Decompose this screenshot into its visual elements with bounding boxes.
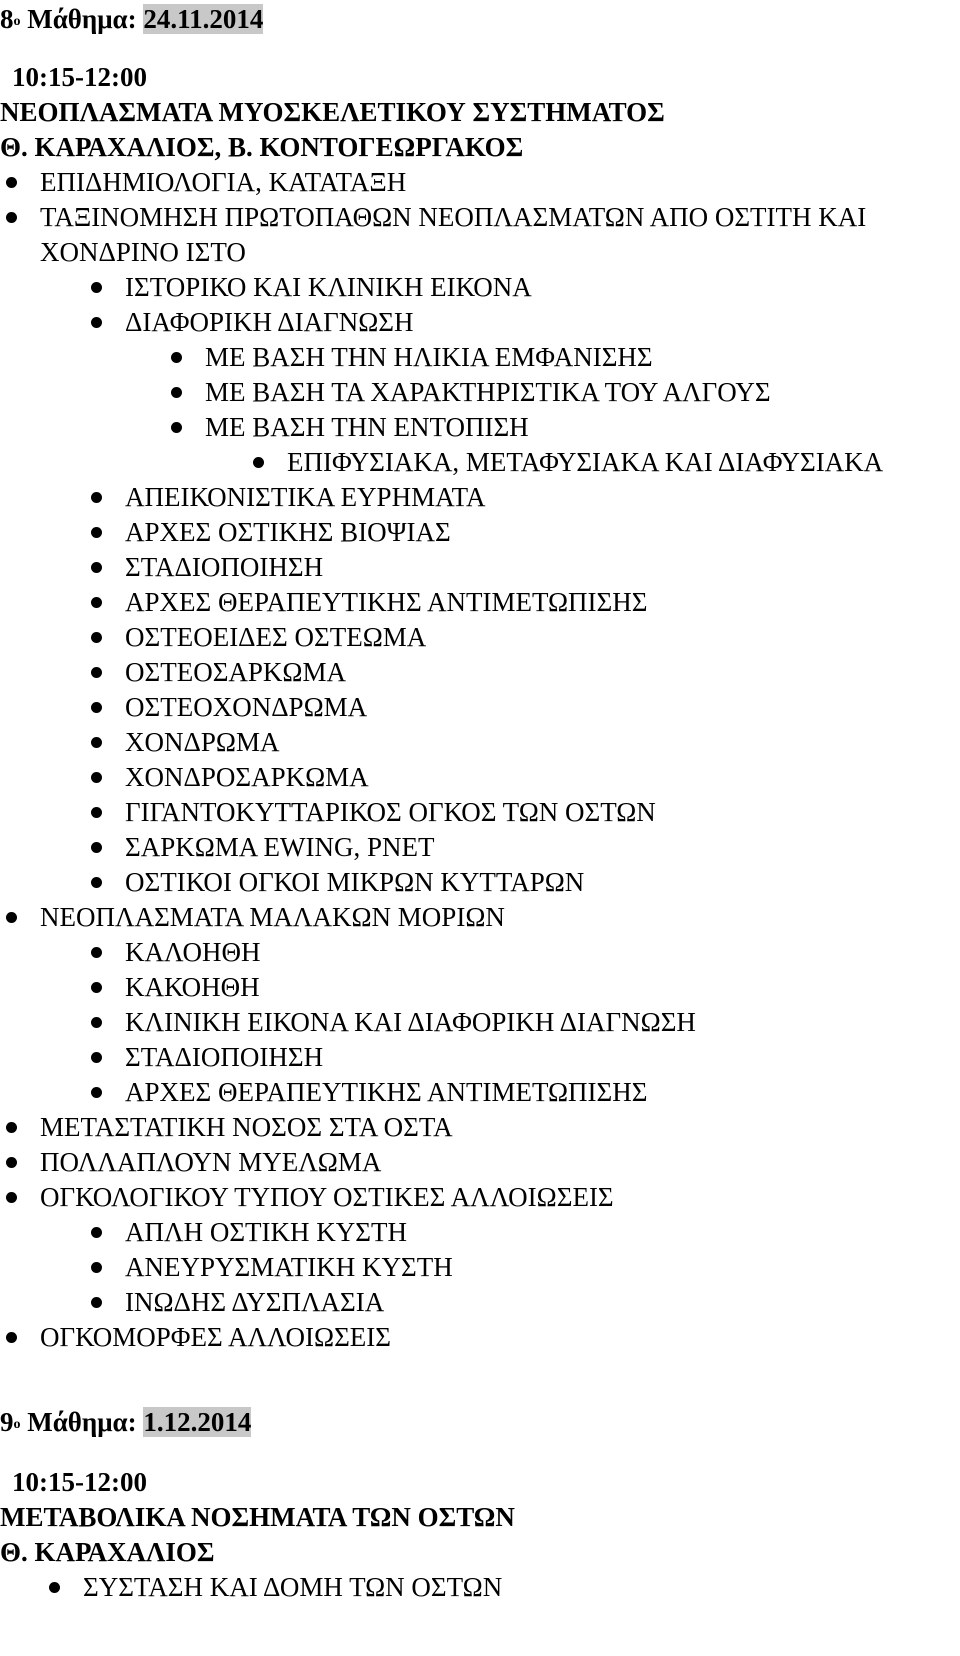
bullet-icon bbox=[91, 1087, 102, 1098]
list-item: ΟΣΤΕΟΕΙΔΕΣ ΟΣΤΕΩΜΑ bbox=[125, 620, 426, 655]
list-item: ΣΑΡΚΩΜΑ EWING, PNET bbox=[125, 830, 435, 865]
list-item: ΑΠΛΗ ΟΣΤΙΚΗ ΚΥΣΤΗ bbox=[125, 1215, 407, 1250]
list-item: ΕΠΙΔΗΜΙΟΛΟΓΙΑ, ΚΑΤΑΤΑΞΗ bbox=[40, 165, 406, 200]
bullet-icon bbox=[91, 772, 102, 783]
lesson-number: 9 bbox=[0, 1407, 14, 1437]
lesson-label: Μάθημα: bbox=[27, 1407, 137, 1437]
list-item-continuation: ΧΟΝΔΡΙΝΟ ΙΣΤΟ bbox=[40, 237, 246, 267]
lesson-date: 24.11.2014 bbox=[143, 4, 264, 34]
lesson-8-heading bbox=[0, 2, 263, 37]
list-item: ΙΣΤΟΡΙΚΟ ΚΑΙ ΚΛΙΝΙΚΗ ΕΙΚΟΝΑ bbox=[125, 270, 532, 305]
bullet-icon bbox=[6, 1122, 17, 1133]
bullet-icon bbox=[6, 912, 17, 923]
list-item: ΓΙΓΑΝΤΟΚΥΤΤΑΡΙΚΟΣ ΟΓΚΟΣ ΤΩΝ ΟΣΤΩΝ bbox=[125, 795, 656, 830]
bullet-icon bbox=[91, 877, 102, 888]
list-item: ΣΤΑΔΙΟΠΟΙΗΣΗ bbox=[125, 550, 323, 585]
bullet-icon bbox=[91, 527, 102, 538]
list-item: ΔΙΑΦΟΡΙΚΗ ΔΙΑΓΝΩΣΗ bbox=[125, 305, 413, 340]
list-item: ΙΝΩΔΗΣ ΔΥΣΠΛΑΣΙΑ bbox=[125, 1285, 384, 1320]
list-item: ΜΕΤΑΣΤΑΤΙΚΗ ΝΟΣΟΣ ΣΤΑ ΟΣΤΑ bbox=[40, 1110, 453, 1145]
list-item: ΤΑΞΙΝΟΜΗΣΗ ΠΡΩΤΟΠΑΘΩΝ ΝΕΟΠΛΑΣΜΑΤΩΝ ΑΠΟ ΟΣΤΙΤΗ ΚΑΙ bbox=[40, 200, 866, 235]
bullet-icon bbox=[91, 1017, 102, 1028]
list-item: ΟΓΚΟΛΟΓΙΚΟΥ ΤΥΠΟΥ ΟΣΤΙΚΕΣ ΑΛΛΟΙΩΣΕΙΣ bbox=[40, 1180, 614, 1215]
list-item: ΕΠΙΦΥΣΙΑΚΑ, ΜΕΤΑΦΥΣΙΑΚΑ ΚΑΙ ΔΙΑΦΥΣΙΑΚΑ bbox=[287, 445, 883, 480]
bullet-icon bbox=[91, 282, 102, 293]
list-item: ΚΑΛΟΗΘΗ bbox=[125, 935, 260, 970]
lesson-number: 8 bbox=[0, 4, 14, 34]
list-item: ΑΡΧΕΣ ΘΕΡΑΠΕΥΤΙΚΗΣ ΑΝΤΙΜΕΤΩΠΙΣΗΣ bbox=[125, 1075, 647, 1110]
bullet-icon bbox=[91, 1227, 102, 1238]
list-item: ΜΕ ΒΑΣΗ ΤΗΝ ΗΛΙΚΙΑ ΕΜΦΑΝΙΣΗΣ bbox=[205, 340, 653, 375]
lesson-label: Μάθημα: bbox=[27, 4, 137, 34]
list-item: ΜΕ ΒΑΣΗ ΤΑ ΧΑΡΑΚΤΗΡΙΣΤΙΚΑ ΤΟΥ ΑΛΓΟΥΣ bbox=[205, 375, 771, 410]
lesson-9-instructors: Θ. ΚΑΡΑΧΑΛΙΟΣ bbox=[0, 1537, 215, 1567]
list-item: ΝΕΟΠΛΑΣΜΑΤΑ ΜΑΛΑΚΩΝ ΜΟΡΙΩΝ bbox=[40, 900, 505, 935]
list-item: ΟΓΚΟΜΟΡΦΕΣ ΑΛΛΟΙΩΣΕΙΣ bbox=[40, 1320, 391, 1355]
bullet-icon bbox=[6, 1192, 17, 1203]
ordinal-indicator: ο bbox=[13, 14, 21, 29]
lesson-9-title: ΜΕΤΑΒΟΛΙΚΑ ΝΟΣΗΜΑΤΑ ΤΩΝ ΟΣΤΩΝ bbox=[0, 1502, 515, 1532]
bullet-icon bbox=[91, 632, 102, 643]
list-item: ΟΣΤΙΚΟΙ ΟΓΚΟΙ ΜΙΚΡΩΝ ΚΥΤΤΑΡΩΝ bbox=[125, 865, 584, 900]
list-item: ΑΠΕΙΚΟΝΙΣΤΙΚΑ ΕΥΡΗΜΑΤΑ bbox=[125, 480, 485, 515]
list-item: ΜΕ ΒΑΣΗ ΤΗΝ ΕΝΤΟΠΙΣΗ bbox=[205, 410, 529, 445]
bullet-icon bbox=[171, 422, 182, 433]
lesson-8-time: 10:15-12:00 bbox=[12, 62, 147, 92]
bullet-icon bbox=[91, 1297, 102, 1308]
lesson-9-heading bbox=[0, 1405, 251, 1440]
list-item: ΧΟΝΔΡΩΜΑ bbox=[125, 725, 279, 760]
list-item: ΟΣΤΕΟΧΟΝΔΡΩΜΑ bbox=[125, 690, 367, 725]
list-item: ΠΟΛΛΑΠΛΟΥΝ ΜΥΕΛΩΜΑ bbox=[40, 1145, 381, 1180]
bullet-icon bbox=[91, 702, 102, 713]
bullet-icon bbox=[6, 212, 17, 223]
bullet-icon bbox=[91, 667, 102, 678]
bullet-icon bbox=[6, 1157, 17, 1168]
bullet-icon bbox=[91, 597, 102, 608]
list-item: ΑΡΧΕΣ ΟΣΤΙΚΗΣ ΒΙΟΨΙΑΣ bbox=[125, 515, 451, 550]
list-item: ΚΑΚΟΗΘΗ bbox=[125, 970, 260, 1005]
bullet-icon bbox=[171, 352, 182, 363]
list-item: ΟΣΤΕΟΣΑΡΚΩΜΑ bbox=[125, 655, 346, 690]
bullet-icon bbox=[91, 492, 102, 503]
bullet-icon bbox=[91, 562, 102, 573]
list-item: ΚΛΙΝΙΚΗ ΕΙΚΟΝΑ ΚΑΙ ΔΙΑΦΟΡΙΚΗ ΔΙΑΓΝΩΣΗ bbox=[125, 1005, 696, 1040]
bullet-icon bbox=[91, 807, 102, 818]
lesson-date: 1.12.2014 bbox=[143, 1407, 252, 1437]
list-item: ΑΝΕΥΡΥΣΜΑΤΙΚΗ ΚΥΣΤΗ bbox=[125, 1250, 453, 1285]
bullet-icon bbox=[253, 457, 264, 468]
bullet-icon bbox=[91, 1262, 102, 1273]
lesson-8-instructors: Θ. ΚΑΡΑΧΑΛΙΟΣ, Β. ΚΟΝΤΟΓΕΩΡΓΑΚΟΣ bbox=[0, 132, 524, 162]
list-item: ΣΥΣΤΑΣΗ ΚΑΙ ΔΟΜΗ ΤΩΝ ΟΣΤΩΝ bbox=[83, 1570, 502, 1605]
lesson-9-time: 10:15-12:00 bbox=[12, 1467, 147, 1497]
list-item: ΑΡΧΕΣ ΘΕΡΑΠΕΥΤΙΚΗΣ ΑΝΤΙΜΕΤΩΠΙΣΗΣ bbox=[125, 585, 647, 620]
list-item: ΣΤΑΔΙΟΠΟΙΗΣΗ bbox=[125, 1040, 323, 1075]
bullet-icon bbox=[6, 177, 17, 188]
bullet-icon bbox=[91, 947, 102, 958]
bullet-icon bbox=[91, 982, 102, 993]
ordinal-indicator: ο bbox=[13, 1417, 21, 1432]
bullet-icon bbox=[91, 317, 102, 328]
bullet-icon bbox=[91, 1052, 102, 1063]
bullet-icon bbox=[91, 842, 102, 853]
bullet-icon bbox=[171, 387, 182, 398]
lesson-8-title: ΝΕΟΠΛΑΣΜΑΤΑ ΜΥΟΣΚΕΛΕΤΙΚΟΥ ΣΥΣΤΗΜΑΤΟΣ bbox=[0, 97, 665, 127]
bullet-icon bbox=[49, 1582, 60, 1593]
bullet-icon bbox=[91, 737, 102, 748]
list-item: ΧΟΝΔΡΟΣΑΡΚΩΜΑ bbox=[125, 760, 369, 795]
bullet-icon bbox=[6, 1332, 17, 1343]
